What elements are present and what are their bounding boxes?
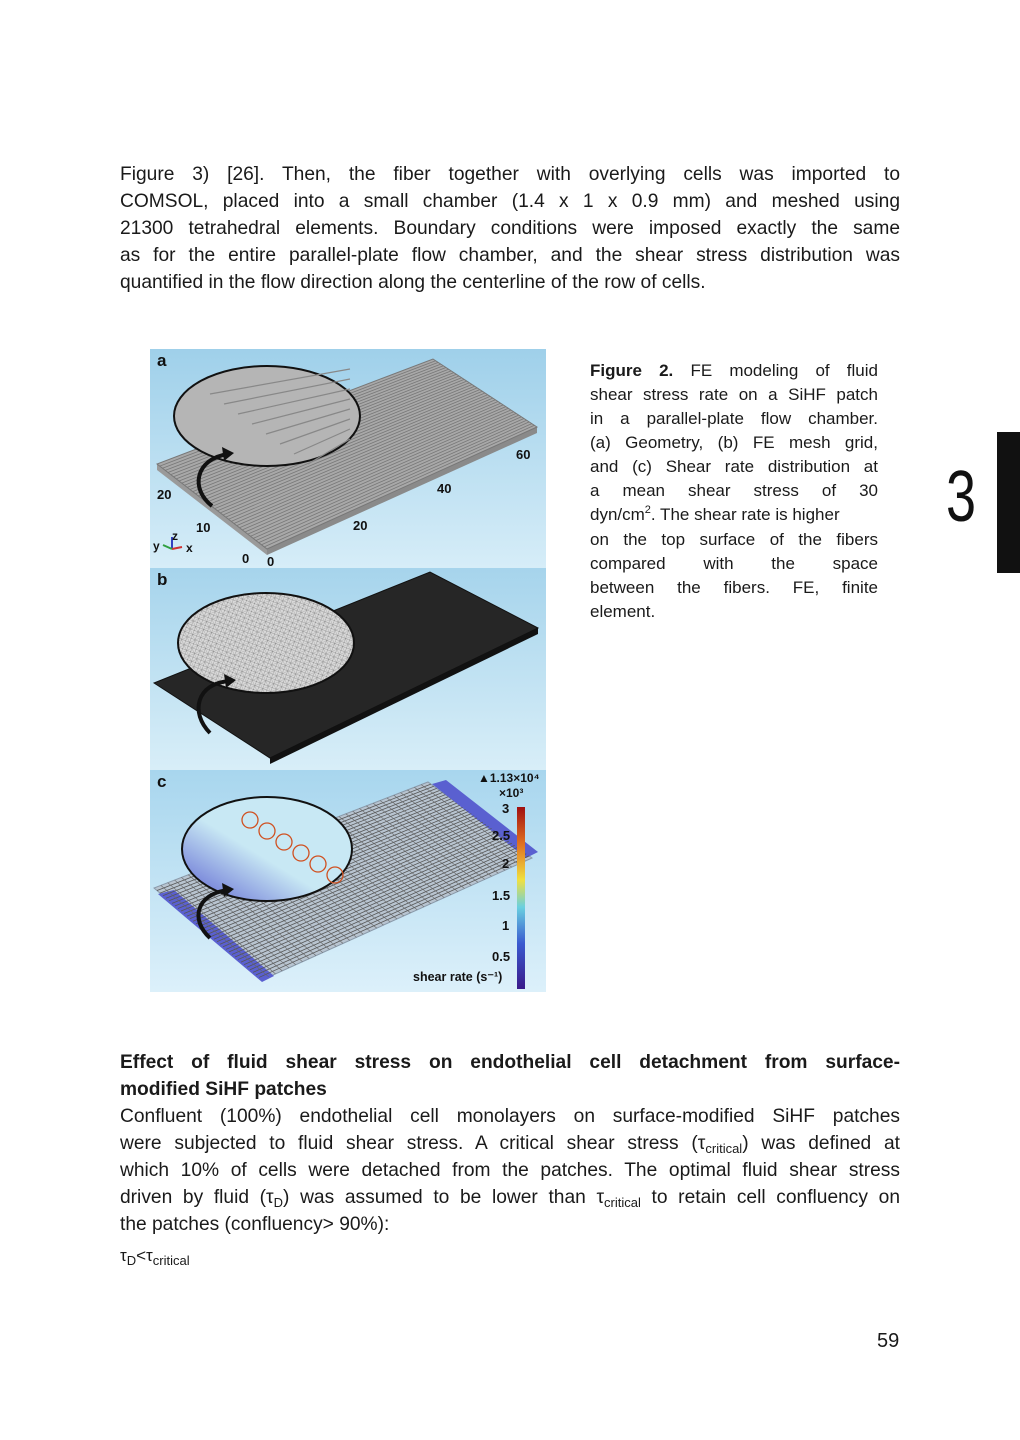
figure-2 [150, 349, 546, 992]
page-number: 59 [877, 1330, 900, 1352]
axis-tick: 60 [516, 447, 531, 462]
colorbar-tick: 1.5 [492, 888, 511, 903]
text-line [120, 1184, 900, 1211]
colorbar-title: shear rate (s⁻¹) [413, 970, 503, 984]
panel-b-mesh [150, 568, 546, 770]
colorbar-tick: 2 [502, 856, 510, 871]
axis-tick: 0 [267, 554, 275, 568]
axis-label-x: x [186, 541, 193, 555]
caption-line: a mean shear stress of 30 [590, 481, 878, 500]
caption-line: in a parallel-plate flow chamber. [590, 409, 878, 428]
text-line [120, 1130, 900, 1157]
colorbar-tick: 1 [502, 918, 510, 933]
caption-line [590, 359, 878, 383]
caption-text: FE modeling of fluid [690, 361, 878, 380]
text: ) was defined at [742, 1133, 900, 1154]
section-heading: modified SiHF patches [120, 1079, 327, 1100]
zoom-inset [182, 797, 352, 901]
axis-label-z: z [172, 529, 178, 543]
text-line: Confluent (100%) endothelial cell monolayers on surface-modified SiHF patches [120, 1106, 900, 1127]
subscript: critical [705, 1141, 743, 1156]
axis-tick: 20 [353, 518, 368, 533]
zoom-inset [178, 593, 354, 693]
text: driven by fluid (τ [120, 1187, 274, 1208]
text-line: as for the entire parallel-plate flow chamber, and the shear stress distribution was [120, 245, 900, 266]
zoom-inset [174, 366, 360, 466]
chapter-number: 3 [946, 457, 977, 537]
caption-text: dyn/cm [590, 505, 645, 524]
panel-c-shear-rate [150, 770, 546, 992]
caption-line: and (c) Shear rate distribution at [590, 457, 878, 476]
tau: τ [120, 1246, 127, 1265]
caption-line: on the top surface of the fibers [590, 530, 878, 549]
caption-line: compared with the space [590, 554, 878, 573]
section-heading: Effect of fluid shear stress on endothelial cell detachment from surface- [120, 1052, 900, 1073]
chapter-tab [997, 432, 1020, 573]
caption-line [590, 503, 840, 527]
superscript: 2 [644, 504, 651, 516]
axis-tick: 40 [437, 481, 452, 496]
caption-line: (a) Geometry, (b) FE mesh grid, [590, 433, 878, 452]
axis-tick: 20 [157, 487, 172, 502]
mesh-render [150, 568, 546, 770]
axis-tick: 0 [242, 551, 250, 566]
colorbar-tick: 3 [502, 801, 510, 816]
text: ) was assumed to be lower than τ [283, 1187, 605, 1208]
geometry-render [150, 349, 546, 568]
text-line: 21300 tetrahedral elements. Boundary conditions were imposed exactly the same [120, 218, 900, 239]
axis-tick: 10 [196, 520, 211, 535]
caption-line: element. [590, 602, 656, 621]
shear-rate-render [150, 770, 546, 992]
panel-a-geometry [150, 349, 546, 568]
text-line: COMSOL, placed into a small chamber (1.4 x 1 x 0.9 mm) and meshed using [120, 191, 900, 212]
text-line: which 10% of cells were detached from the patches. The optimal fluid shear stress [120, 1160, 900, 1181]
axis-label-y: y [153, 539, 160, 553]
text: to retain cell confluency on [640, 1187, 900, 1208]
panel-label: b [157, 570, 168, 589]
subscript: D [126, 1253, 137, 1268]
caption-line: between the fibers. FE, finite [590, 578, 878, 597]
panel-label: c [157, 772, 167, 791]
colorbar-max: ▲1.13×10⁴ [478, 771, 540, 785]
text-line: Figure 3) [26]. Then, the fiber together with overlying cells was imported to [120, 164, 900, 185]
caption-text: . The shear rate is higher [650, 505, 840, 524]
colorbar-tick: 2.5 [492, 828, 511, 843]
panel-label: a [157, 351, 167, 370]
formula [120, 1242, 900, 1269]
tau: <τ [136, 1246, 153, 1265]
text: were subjected to fluid shear stress. A critical shear stress (τ [120, 1133, 706, 1154]
colorbar-scale: ×10³ [499, 786, 524, 800]
subscript: critical [152, 1253, 190, 1268]
text-line: quantified in the flow direction along the centerline of the row of cells. [120, 272, 706, 293]
subscript: D [273, 1195, 284, 1210]
text-line: the patches (confluency> 90%): [120, 1214, 390, 1235]
colorbar [517, 807, 525, 989]
colorbar-tick: 0.5 [492, 949, 511, 964]
caption-title: Figure 2. [590, 361, 674, 380]
subscript: critical [604, 1195, 641, 1210]
caption-line: shear stress rate on a SiHF patch [590, 385, 878, 404]
